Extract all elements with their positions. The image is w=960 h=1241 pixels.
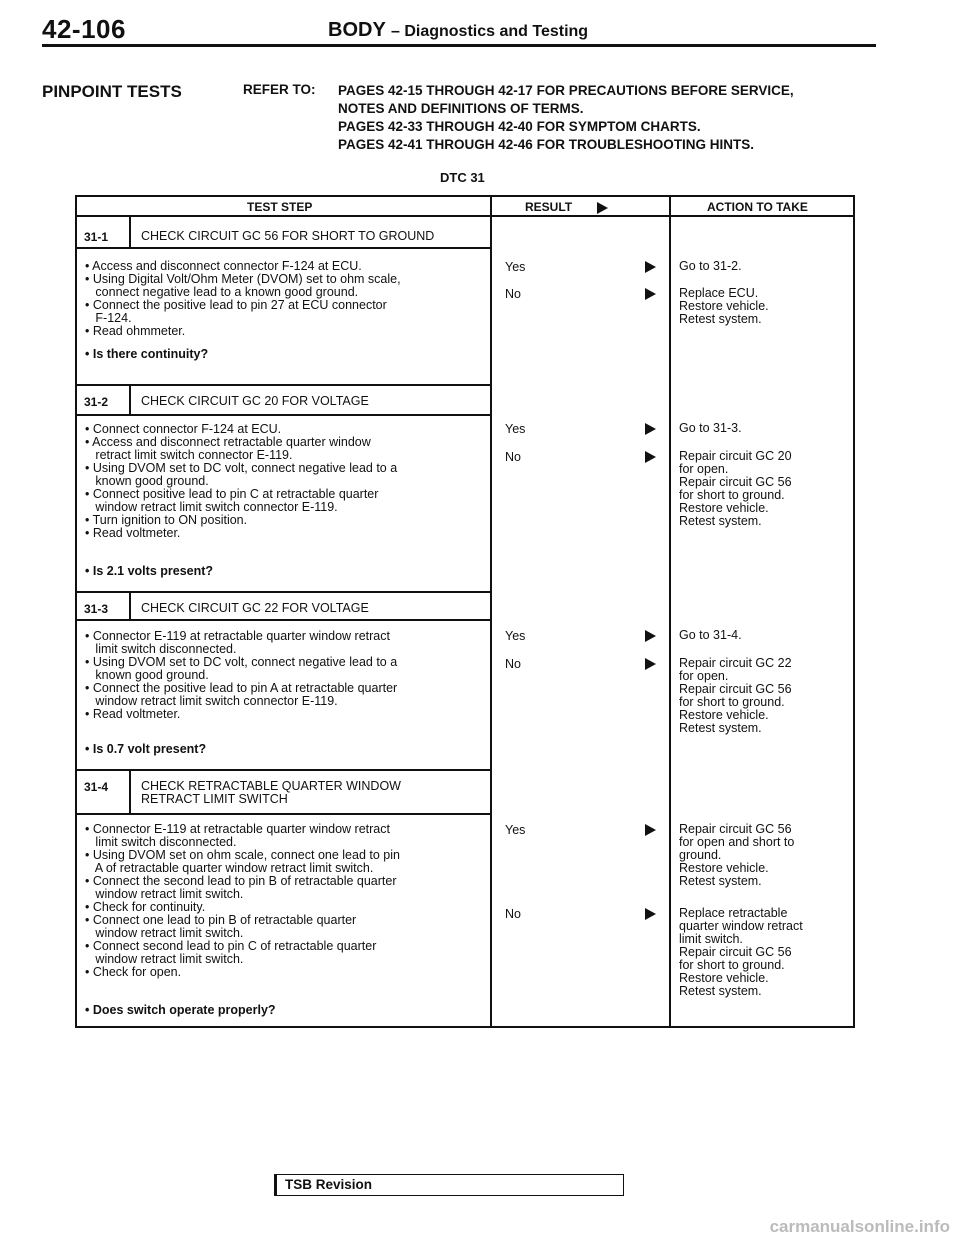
refer-lines	[338, 82, 794, 154]
page-title	[328, 19, 588, 42]
step-line: • Read ohmmeter.	[85, 324, 186, 338]
refer-line: PAGES 42-15 THROUGH 42-17 FOR PRECAUTIONS BEFORE SERVICE,	[338, 83, 794, 98]
step-line: • Connect the second lead to pin B of retractable quarter	[85, 874, 397, 888]
refer-line: NOTES AND DEFINITIONS OF TERMS.	[338, 101, 584, 116]
step-line: known good ground.	[85, 668, 209, 682]
result-no	[505, 907, 521, 921]
step-line: • Connect second lead to pin C of retractable quarter	[85, 939, 377, 953]
step-question: • Does switch operate properly?	[85, 1003, 276, 1017]
step-line: connect negative lead to a known good ground.	[85, 285, 359, 299]
step-line: • Connect connector F-124 at ECU.	[85, 422, 282, 436]
pinpoint-table	[75, 195, 855, 1028]
page-number: 42-106	[42, 14, 126, 44]
arrow-icon	[597, 202, 608, 214]
result-no	[505, 657, 521, 671]
step-no-divider	[129, 769, 131, 813]
step-line: • Turn ignition to ON position.	[85, 513, 248, 527]
col-divider	[669, 197, 671, 1026]
step-line: • Connect positive lead to pin C at retractable quarter	[85, 487, 379, 501]
result-label: No	[505, 907, 521, 921]
step-number: 31-2	[84, 395, 109, 409]
result-label: No	[505, 287, 521, 301]
arrow-icon	[645, 451, 656, 463]
step-line: • Connect one lead to pin B of retractable quarter	[85, 913, 357, 927]
section-subtitle: – Diagnostics and Testing	[390, 23, 589, 40]
step-line: • Connector E-119 at retractable quarter window retract	[85, 822, 390, 836]
step-divider	[77, 591, 490, 593]
step-no-divider	[129, 591, 131, 619]
result-yes	[505, 260, 525, 274]
step-title-divider	[77, 813, 490, 815]
result-no	[505, 287, 521, 301]
col-result	[525, 200, 608, 214]
step-body	[85, 823, 475, 979]
step-line: • Using Digital Volt/Ohm Meter (DVOM) set to ohm scale,	[85, 272, 401, 286]
col-action: ACTION TO TAKE	[707, 200, 808, 214]
step-line: • Access and disconnect retractable quarter window	[85, 435, 371, 449]
step-question: • Is 0.7 volt present?	[85, 742, 207, 756]
step-line: • Check for continuity.	[85, 900, 206, 914]
step-question: • Is there continuity?	[85, 347, 209, 361]
step-line: window retract limit switch.	[85, 926, 244, 940]
action-text: Repair circuit GC 20 for open. Repair circuit GC 56 for short to ground. Restore vehicle. Retest system.	[679, 449, 792, 528]
refer-line: PAGES 42-41 THROUGH 42-46 FOR TROUBLESHOOTING HINTS.	[338, 137, 755, 152]
step-line: • Connect the positive lead to pin A at retractable quarter	[85, 681, 398, 695]
step-body	[85, 630, 475, 721]
refer-line: PAGES 42-33 THROUGH 42-40 FOR SYMPTOM CHARTS.	[338, 119, 701, 134]
action-text: Repair circuit GC 56 for open and short to ground. Restore vehicle. Retest system.	[679, 822, 795, 888]
step-line: window retract limit switch.	[85, 887, 244, 901]
step-line: window retract limit switch connector E-119.	[85, 500, 338, 514]
pinpoint-label: PINPOINT TESTS	[42, 82, 182, 101]
result-yes	[505, 422, 525, 436]
action-text: Repair circuit GC 22 for open. Repair circuit GC 56 for short to ground. Restore vehicle. Retest system.	[679, 656, 792, 735]
step-title-divider	[77, 414, 490, 416]
step-body	[85, 423, 475, 540]
step-line: window retract limit switch connector E-119.	[85, 694, 338, 708]
step-divider	[77, 384, 490, 386]
arrow-icon	[645, 658, 656, 670]
step-title-divider	[77, 619, 490, 621]
step-title: CHECK CIRCUIT GC 56 FOR SHORT TO GROUND	[141, 229, 435, 243]
tsb-revision-label: TSB Revision	[285, 1177, 373, 1192]
header-rule	[42, 44, 876, 47]
refer-to-label: REFER TO:	[243, 82, 316, 97]
watermark: carmanualsonline.info	[769, 1217, 950, 1236]
step-number: 31-3	[84, 602, 109, 616]
step-no-divider	[129, 215, 131, 247]
step-line: F-124.	[85, 311, 132, 325]
section-title: BODY	[328, 19, 386, 41]
col-result-label: RESULT	[525, 200, 573, 214]
step-number: 31-4	[84, 780, 109, 794]
action-text: Go to 31-2.	[679, 259, 742, 273]
step-title: CHECK CIRCUIT GC 20 FOR VOLTAGE	[141, 394, 369, 408]
step-line: • Read voltmeter.	[85, 707, 181, 721]
step-divider	[77, 769, 490, 771]
action-text: Replace retractable quarter window retract limit switch. Repair circuit GC 56 for short to ground. Restore vehicle. Retest system.	[679, 906, 803, 998]
step-title: CHECK RETRACTABLE QUARTER WINDOW RETRACT LIMIT SWITCH	[141, 779, 401, 806]
result-label: Yes	[505, 422, 526, 436]
result-label: Yes	[505, 260, 526, 274]
header-divider	[77, 215, 853, 217]
step-line: limit switch disconnected.	[85, 835, 237, 849]
step-line: • Connector E-119 at retractable quarter window retract	[85, 629, 390, 643]
step-line: retract limit switch connector E-119.	[85, 448, 293, 462]
step-line: • Using DVOM set to DC volt, connect negative lead to a	[85, 461, 398, 475]
step-line: • Using DVOM set to DC volt, connect negative lead to a	[85, 655, 398, 669]
step-line: window retract limit switch.	[85, 952, 244, 966]
step-line: • Connect the positive lead to pin 27 at ECU connector	[85, 298, 387, 312]
step-line: • Read voltmeter.	[85, 526, 181, 540]
step-number: 31-1	[84, 230, 109, 244]
result-no	[505, 450, 521, 464]
result-label: Yes	[505, 629, 526, 643]
result-yes	[505, 629, 525, 643]
action-text: Go to 31-4.	[679, 628, 742, 642]
arrow-icon	[645, 261, 656, 273]
tsb-revision-box	[274, 1174, 624, 1196]
step-title: CHECK CIRCUIT GC 22 FOR VOLTAGE	[141, 601, 369, 615]
action-text: Go to 31-3.	[679, 421, 742, 435]
action-text: Replace ECU. Restore vehicle. Retest system.	[679, 286, 769, 326]
step-body	[85, 260, 475, 338]
step-title-divider	[77, 247, 490, 249]
arrow-icon	[645, 824, 656, 836]
step-line: known good ground.	[85, 474, 209, 488]
col-test-step: TEST STEP	[247, 200, 313, 214]
step-line: • Access and disconnect connector F-124 at ECU.	[85, 259, 362, 273]
arrow-icon	[645, 288, 656, 300]
result-yes	[505, 823, 525, 837]
arrow-icon	[645, 908, 656, 920]
step-line: • Using DVOM set on ohm scale, connect one lead to pin	[85, 848, 400, 862]
result-label: No	[505, 450, 521, 464]
step-line: • Check for open.	[85, 965, 182, 979]
step-line: limit switch disconnected.	[85, 642, 237, 656]
arrow-icon	[645, 423, 656, 435]
step-no-divider	[129, 384, 131, 414]
result-label: Yes	[505, 823, 526, 837]
step-line: A of retractable quarter window retract limit switch.	[85, 861, 374, 875]
dtc-label: DTC 31	[440, 170, 485, 185]
col-divider	[490, 197, 492, 1026]
arrow-icon	[645, 630, 656, 642]
step-question: • Is 2.1 volts present?	[85, 564, 214, 578]
result-label: No	[505, 657, 521, 671]
